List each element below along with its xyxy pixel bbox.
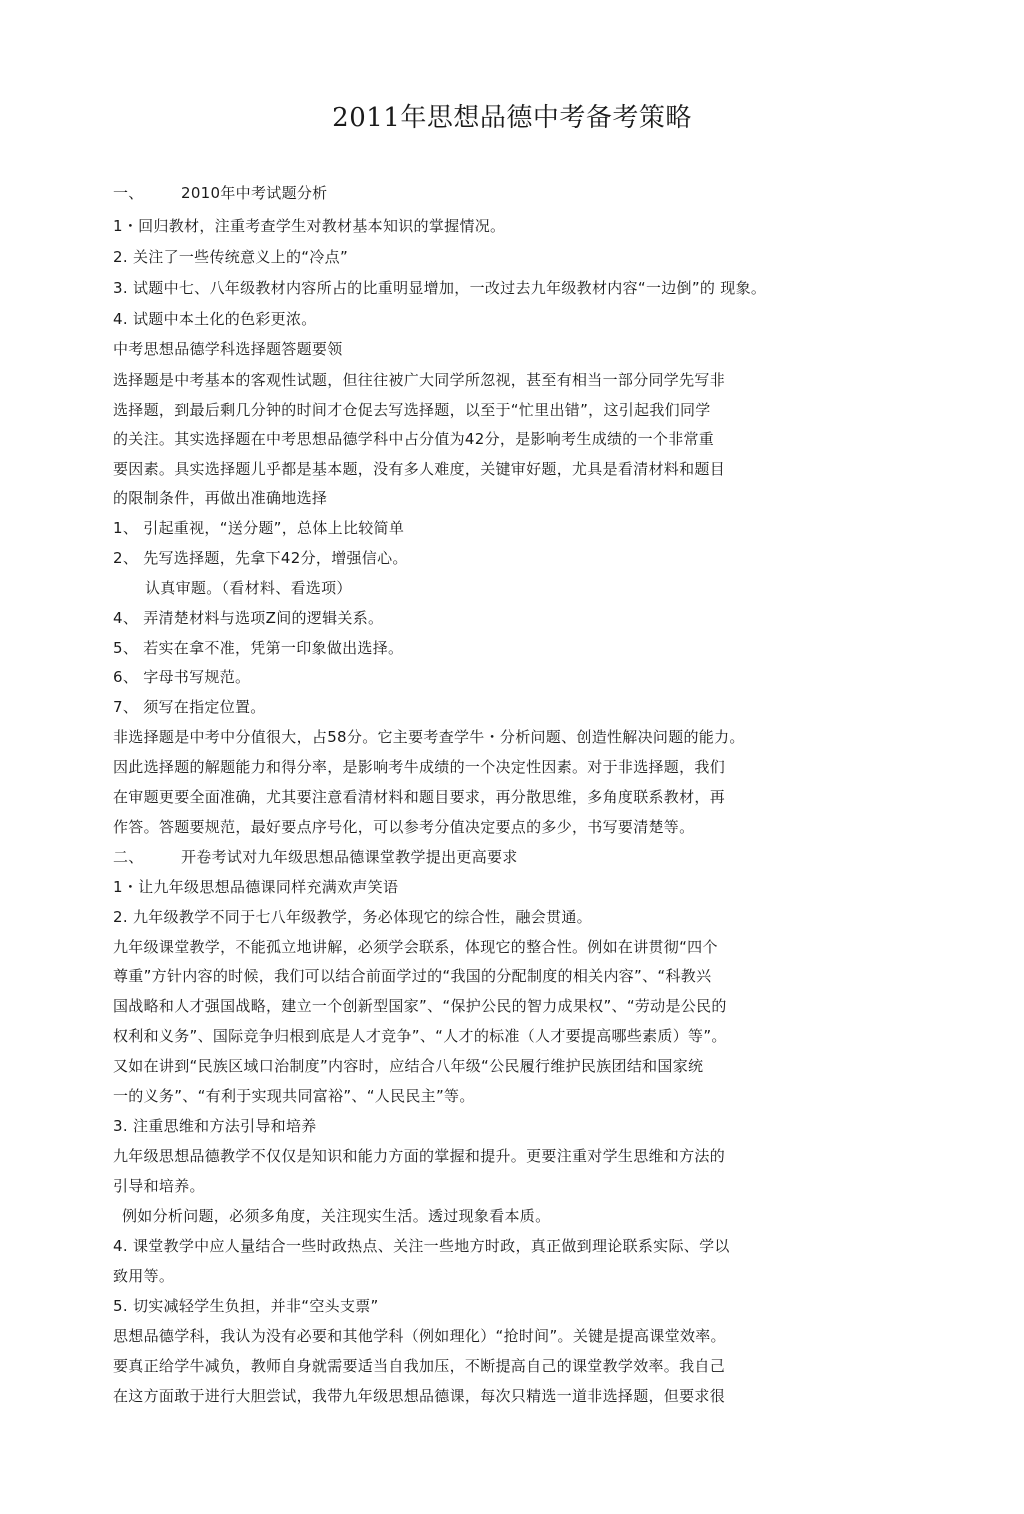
section-title: 2010年中考试题分析 xyxy=(181,184,328,202)
document-title: 2011年思想品德中考备考策略 xyxy=(332,103,692,133)
text-line: 非选择题是中考中分值很大，占58分。它主要考查学牛・分析问题、创造性解决问题的能力。 xyxy=(113,728,745,746)
list-item: 2、 先写选择题，先拿下42分，增强信心。 xyxy=(113,549,408,567)
text-line: 思想品德学科，我认为没有必要和其他学科（例如理化）“抢时间”。关键是提高课堂效率。 xyxy=(113,1327,726,1345)
text-line: 1・让九年级思想品德课同样充满欢声笑语 xyxy=(113,878,399,896)
text-line: 又如在讲到“民族区域口治制度”内容时，应结合八年级“公民履行维护民族团结和国家统 xyxy=(113,1057,704,1075)
text-line: 1・回归教材，注重考查学生对教材基本知识的掌握情况。 xyxy=(113,217,506,235)
text-line: 选择题，到最后剩几分钟的时间才仓促去写选择题，以至于“忙里出错”，这引起我们同学 xyxy=(113,401,711,419)
text-line: 一的义务”、“有利于实现共同富裕”、“人民民主”等。 xyxy=(113,1087,475,1105)
text-line: 要因素。具实选择题儿乎都是基本题，没有多人难度，关键审好题，尤具是看清材料和题目 xyxy=(113,460,726,478)
list-item: 1、 引起重视，“送分题”，总体上比较简单 xyxy=(113,519,405,537)
text-line: 的关注。其实选择题在中考思想品德学科中占分值为42分，是影响考生成绩的一个非常重 xyxy=(113,430,715,448)
text-line: 致用等。 xyxy=(113,1267,175,1285)
text-line: 的限制条件，再做出准确地选择 xyxy=(113,489,328,507)
text-line: 在这方面敢于进行大胆尝试，我带九年级思想品德课，每次只精选一道非选择题，但要求很 xyxy=(113,1387,726,1405)
text-line: 选择题是中考基本的客观性试题，但往往被广大同学所忽视，甚至有相当一部分同学先写非 xyxy=(113,371,726,389)
list-item: 7、 须写在指定位置。 xyxy=(113,698,266,716)
section-heading-2 xyxy=(113,847,518,867)
section-title: 开卷考试对九年级思想品德课堂教学提出更高要求 xyxy=(181,848,518,866)
text-line: 4. 试题中本土化的色彩更浓。 xyxy=(113,310,317,328)
section-heading-1 xyxy=(113,183,327,203)
text-line: 作答。答题要规范，最好要点序号化，可以参考分值决定要点的多少，书写要清楚等。 xyxy=(113,818,695,836)
text-line: 3. 试题中七、八年级教材内容所占的比重明显增加，一改过去九年级教材内容“一边倒”的 现象。 xyxy=(113,279,767,297)
text-line: 国战略和人才强国战略，建立一个创新型国家”、“保护公民的智力成果权”、“劳动是公民的 xyxy=(113,997,727,1015)
text-line: 在审题更要全面准确，尤其要注意看清材料和题目要求，再分散思维，多角度联系教材，再 xyxy=(113,788,726,806)
text-line: 例如分析问题，必须多角度，关注现实生活。透过现象看本质。 xyxy=(122,1207,551,1225)
section-number: 二、 xyxy=(113,848,144,866)
text-line: 权利和义务”、国际竞争归根到底是人才竞争”、“人才的标准（人才要提高哪些素质）等”。 xyxy=(113,1027,727,1045)
list-item: 5、 若实在拿不准，凭第一印象做出选择。 xyxy=(113,639,404,657)
subheading: 中考思想品德学科选择题答题要领 xyxy=(113,340,343,358)
text-line: 引导和培养。 xyxy=(113,1177,205,1195)
text-line: 4. 课堂教学中应人量结合一些时政热点、关注一些地方时政，真正做到理论联系实际、学以 xyxy=(113,1237,730,1255)
section-number: 一、 xyxy=(113,184,144,202)
text-line: 2. 九年级教学不同于七八年级教学，务必体现它的综合性，融会贯通。 xyxy=(113,908,592,926)
text-line: 因此选择题的解题能力和得分率，是影响考牛成绩的一个决定性因素。对于非选择题，我们 xyxy=(113,758,726,776)
list-item: 6、 字母书写规范。 xyxy=(113,668,251,686)
list-item: 4、 弄清楚材料与选项Z间的逻辑关系。 xyxy=(113,609,384,627)
text-line: 2. 关注了一些传统意义上的“冷点” xyxy=(113,248,349,266)
list-item: 认真审题。（看材料、看选项） xyxy=(145,579,352,597)
text-line: 九年级课堂教学，不能孤立地讲解，必须学会联系，体现它的整合性。例如在讲贯彻“四个 xyxy=(113,938,718,956)
text-line: 尊重”方针内容的时候，我们可以结合前面学过的“我国的分配制度的相关内容”、“科教兴 xyxy=(113,967,712,985)
text-line: 3. 注重思维和方法引导和培养 xyxy=(113,1117,317,1135)
text-line: 九年级思想品德教学不仅仅是知识和能力方面的掌握和提升。更要注重对学生思维和方法的 xyxy=(113,1147,726,1165)
text-line: 要真正给学牛减负，教师自身就需要适当自我加压，不断提高自己的课堂教学效率。我自己 xyxy=(113,1357,726,1375)
text-line: 5. 切实减轻学生负担，并非“空头支票” xyxy=(113,1297,379,1315)
